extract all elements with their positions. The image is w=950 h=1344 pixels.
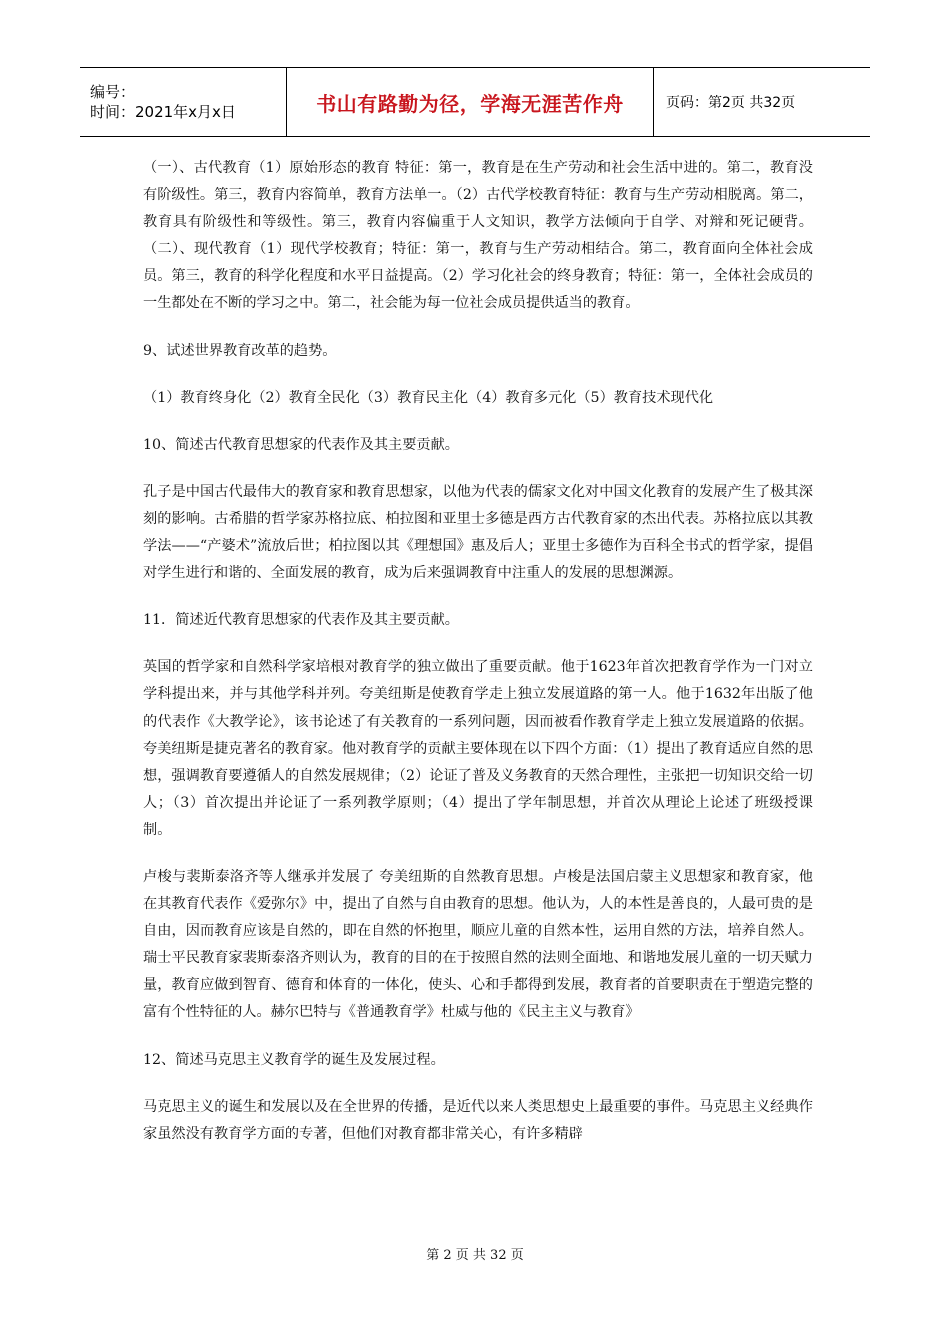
paragraph: 卢梭与裴斯泰洛齐等人继承并发展了 夸美纽斯的自然教育思想。卢梭是法国启蒙主义思想家和教育家，他在其教育代表作《爱弥尔》中，提出了自然与自由教育的思想。他认为，人的本性是善良的，人最可贵的是自由，因而教育应该是自然的，即在自然的怀抱里，顺应儿童的自然本性，运用自然的方法，培养自然人。瑞士平民教育家裴斯泰洛齐则认为，教育的目的在于按照自然的法则全面地、和谐地发展儿童的一切天赋力量，教育应做到智育、德育和体育的一体化，使头、心和手都得到发展，教育者的首要职责在于塑造完整的富有个性特征的人。赫尔巴特与《普通教育学》杜威与他的《民主主义与教育》 <box>143 868 813 1021</box>
question-heading: 9、试述世界教育改革的趋势。 <box>143 342 337 359</box>
header-page-cell <box>654 68 870 136</box>
document-body <box>143 155 813 1168</box>
question-heading: 12、简述马克思主义教育学的诞生及发展过程。 <box>143 1051 445 1068</box>
page-footer: 第 2 页 共 32 页 <box>426 1248 524 1263</box>
header-info-cell <box>80 68 287 136</box>
doc-date: 时间：2021年x月x日 <box>90 103 236 121</box>
paragraph: 马克思主义的诞生和发展以及在全世界的传播，是近代以来人类思想史上最重要的事件。马克思主义经典作家虽然没有教育学方面的专著，但他们对教育都非常关心，有许多精辟 <box>143 1098 813 1142</box>
header-motto-cell <box>287 68 654 136</box>
question-heading: 11．简述近代教育思想家的代表作及其主要贡献。 <box>143 612 459 629</box>
doc-number-label: 编号： <box>90 83 136 101</box>
page-header <box>80 67 870 137</box>
paragraph: 孔子是中国古代最伟大的教育家和教育思想家，以他为代表的儒家文化对中国文化教育的发展产生了极其深刻的影响。古希腊的哲学家苏格拉底、柏拉图和亚里士多德是西方古代教育家的杰出代表。苏格拉底以其教学法——“产婆术”流放后世；柏拉图以其《理想国》惠及后人；亚里士多德作为百科全书式的哲学家，提倡对学生进行和谐的、全面发展的教育，成为后来强调教育中注重人的发展的思想渊源。 <box>143 483 813 582</box>
paragraph: （1）教育终身化（2）教育全民化（3）教育民主化（4）教育多元化（5）教育技术现代化 <box>143 389 714 406</box>
header-motto: 书山有路勤为径，学海无涯苦作舟 <box>316 91 624 116</box>
header-page-info: 页码：第2页 共32页 <box>666 95 796 111</box>
paragraph: （一）、古代教育（1）原始形态的教育 特征：第一，教育是在生产劳动和社会生活中进的。第二，教育没有阶级性。第三，教育内容简单，教育方法单一。（2）古代学校教育特征：教育与生产劳动相脱离。第二，教育具有阶级性和等级性。第三，教育内容偏重于人文知识，教学方法倾向于自学、对辩和死记硬背。（二）、现代教育（1）现代学校教育；特征：第一，教育与生产劳动相结合。第二，教育面向全体社会成员。第三，教育的科学化程度和水平日益提高。（2）学习化社会的终身教育；特征：第一，全体社会成员的一生都处在不断的学习之中。第二，社会能为每一位社会成员提供适当的教育。 <box>143 160 813 312</box>
question-heading: 10、简述古代教育思想家的代表作及其主要贡献。 <box>143 436 459 453</box>
paragraph: 英国的哲学家和自然科学家培根对教育学的独立做出了重要贡献。他于1623年首次把教育学作为一门对立学科提出来，并与其他学科并列。夸美纽斯是使教育学走上独立发展道路的第一人。他于1632年出版了他的代表作《大教学论》，该书论述了有关教育的一系列问题，因而被看作教育学走上独立发展道路的依据。夸美纽斯是捷克著名的教育家。他对教育学的贡献主要体现在以下四个方面：（1）提出了教育适应自然的思想，强调教育要遵循人的自然发展规律；（2）论证了普及义务教育的天然合理性，主张把一切知识交给一切人；（3）首次提出并论证了一系列教学原则；（4）提出了学年制思想，并首次从理论上论述了班级授课制。 <box>143 659 813 838</box>
